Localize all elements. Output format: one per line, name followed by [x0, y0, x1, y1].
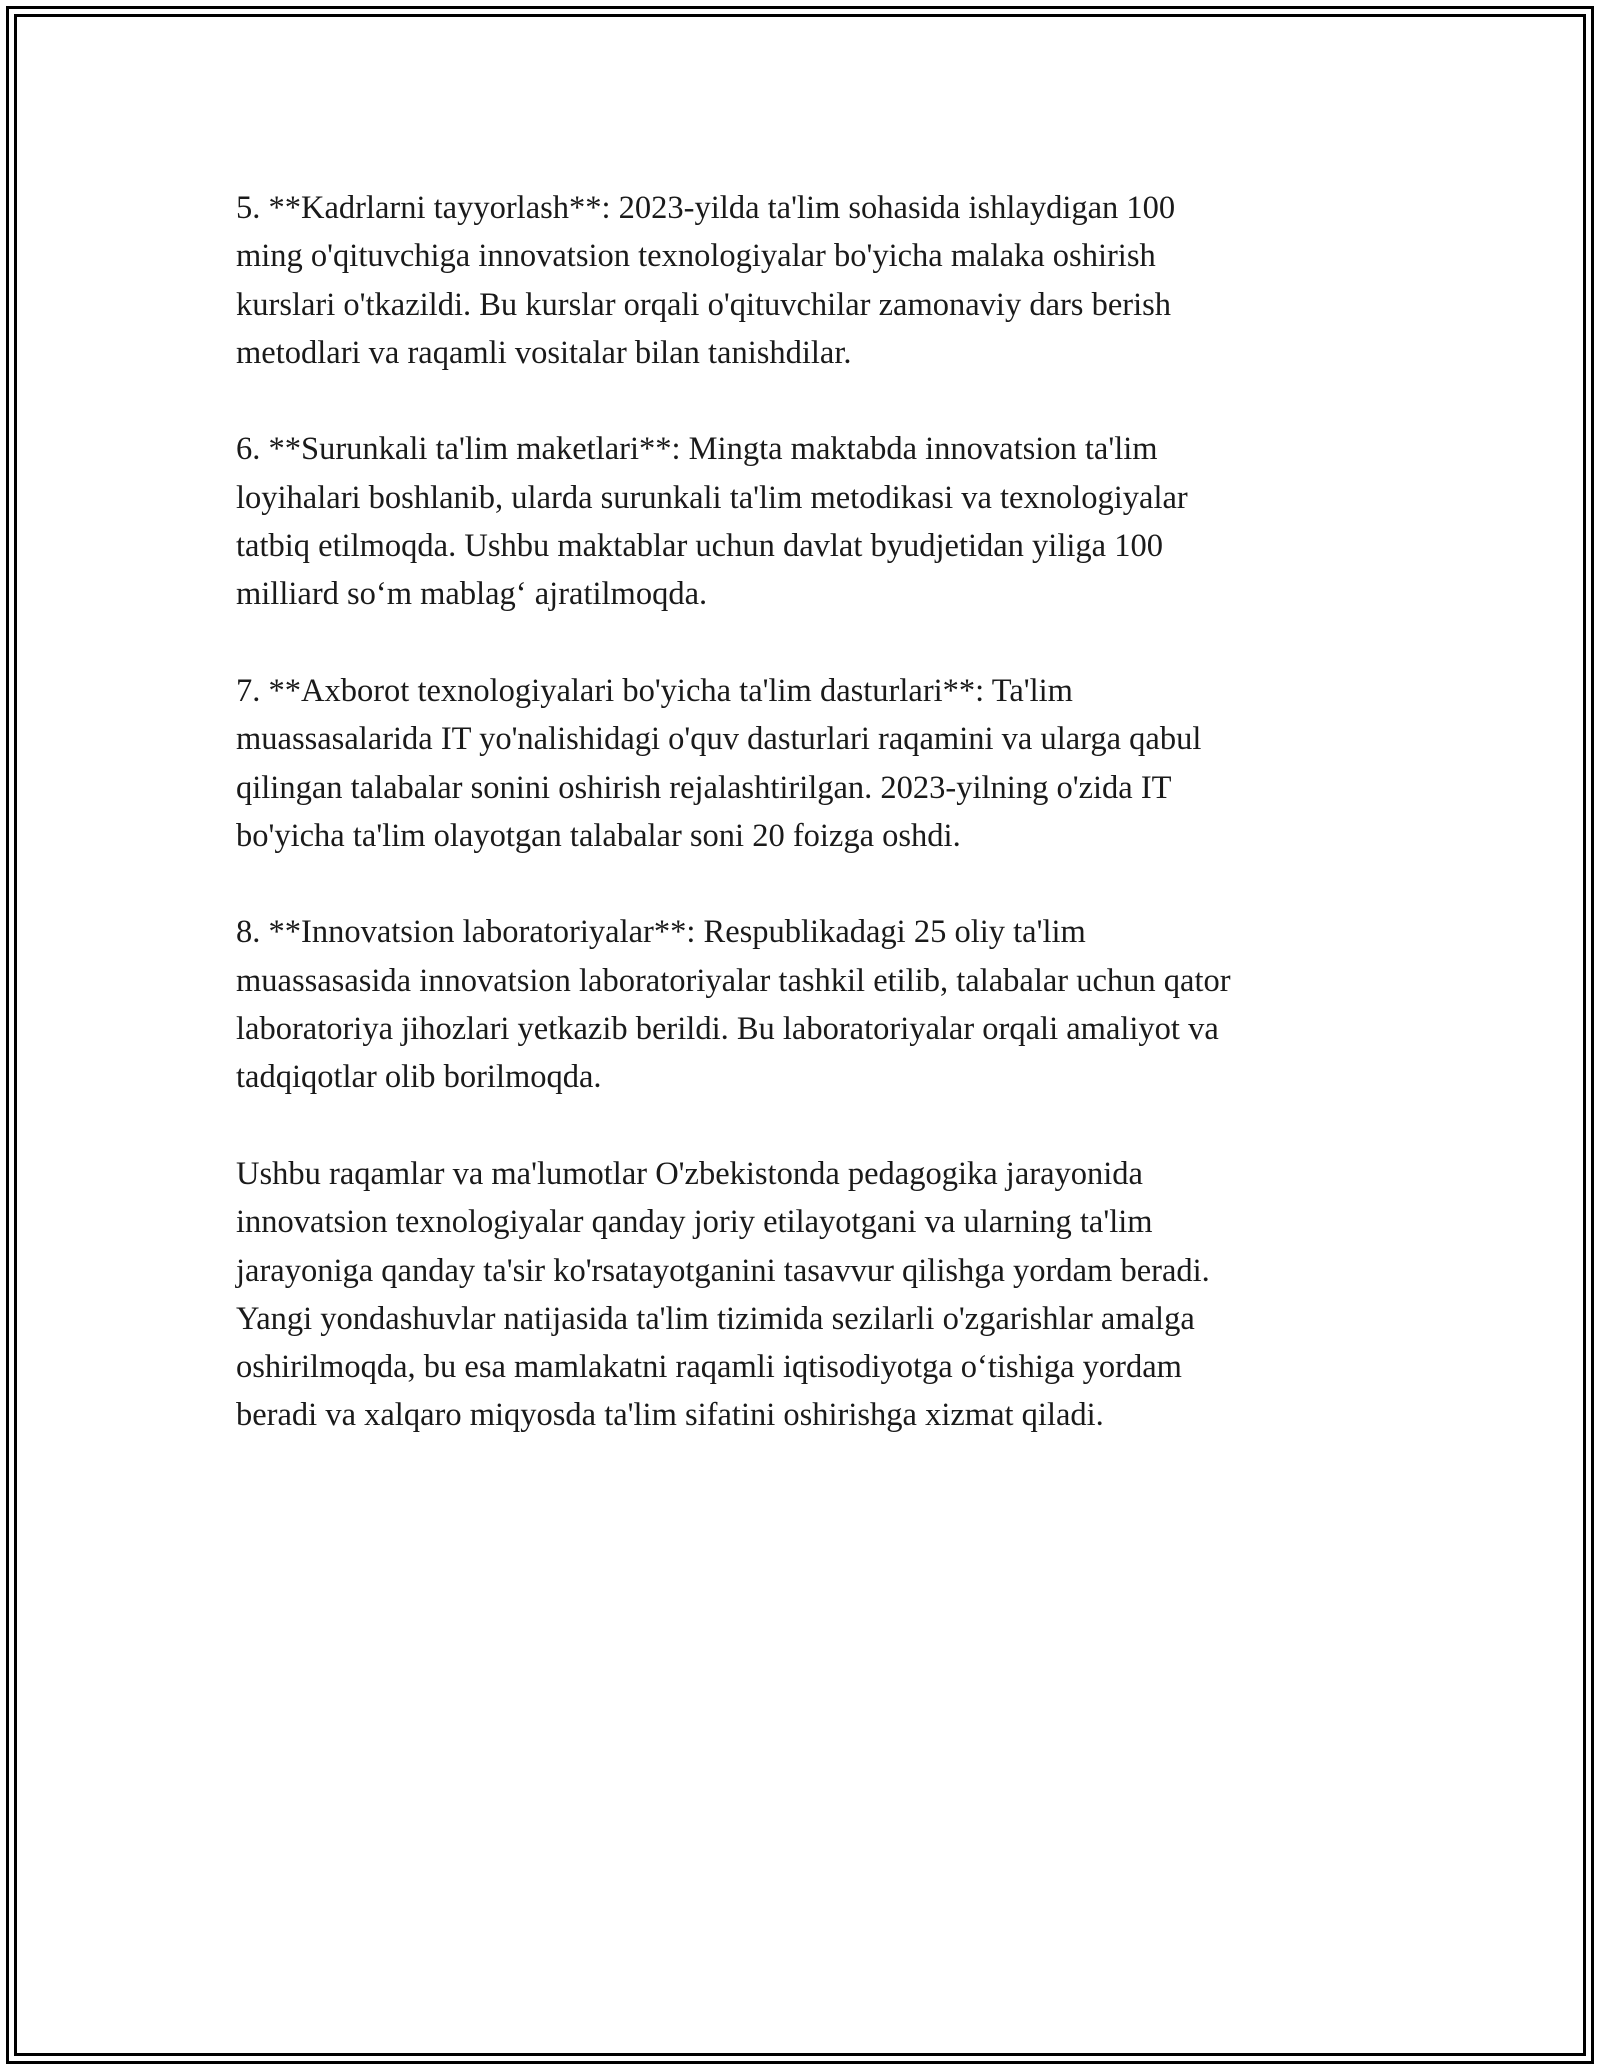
paragraph-surunkali-talim-maketlari: 6. **Surunkali ta'lim maketlari**: Mingta maktabda innovatsion ta'lim loyihalari boshlanib, ularda surunkali ta'lim metodikasi va texnologiyalar tatbiq etilmoqda. Ushbu maktablar uchun davlat byudjetidan yiliga 100 milliard so‘m mablag‘ ajratilmoqda.: [236, 431, 1188, 613]
paragraph-axborot-texnologiyalari: 7. **Axborot texnologiyalari bo'yicha ta'lim dasturlari**: Ta'lim muassasalarida IT yo'nalishidagi o'quv dasturlari raqamini va ularga qabul qilingan talabalar sonini oshirish rejalashtirilgan. 2023-yilning o'zida IT bo'yicha ta'lim olayotgan talabalar soni 20 foizga oshdi.: [236, 672, 1202, 854]
document-body: [236, 184, 1376, 1440]
paragraph-kadrlarni-tayyorlash: 5. **Kadrlarni tayyorlash**: 2023-yilda ta'lim sohasida ishlaydigan 100 ming o'qituvchiga innovatsion texnologiyalar bo'yicha malaka oshirish kurslari o'tkazildi. Bu kurslar orqali o'qituvchilar zamonaviy dars berish metodlari va raqamli vositalar bilan tanishdilar.: [236, 190, 1176, 371]
paragraph-conclusion: Ushbu raqamlar va ma'lumotlar O'zbekistonda pedagogika jarayonida innovatsion texnologiyalar qanday joriy etilayotgani va ularning ta'lim jarayoniga qanday ta'sir ko'rsatayotganini tasavvur qilishga yordam beradi. Yangi yondashuvlar natijasida ta'lim tizimida sezilarli o'zgarishlar amalga oshirilmoqda, bu esa mamlakatni raqamli iqtisodiyotga o‘tishiga yordam beradi va xalqaro miqyosda ta'lim sifatini oshirishga xizmat qiladi.: [236, 1155, 1210, 1434]
paragraph-innovatsion-laboratoriyalar: 8. **Innovatsion laboratoriyalar**: Respublikadagi 25 oliy ta'lim muassasasida innovatsion laboratoriyalar tashkil etilib, talabalar uchun qator laboratoriya jihozlari yetkazib berildi. Bu laboratoriyalar orqali amaliyot va tadqiqotlar olib borilmoqda.: [236, 914, 1231, 1096]
